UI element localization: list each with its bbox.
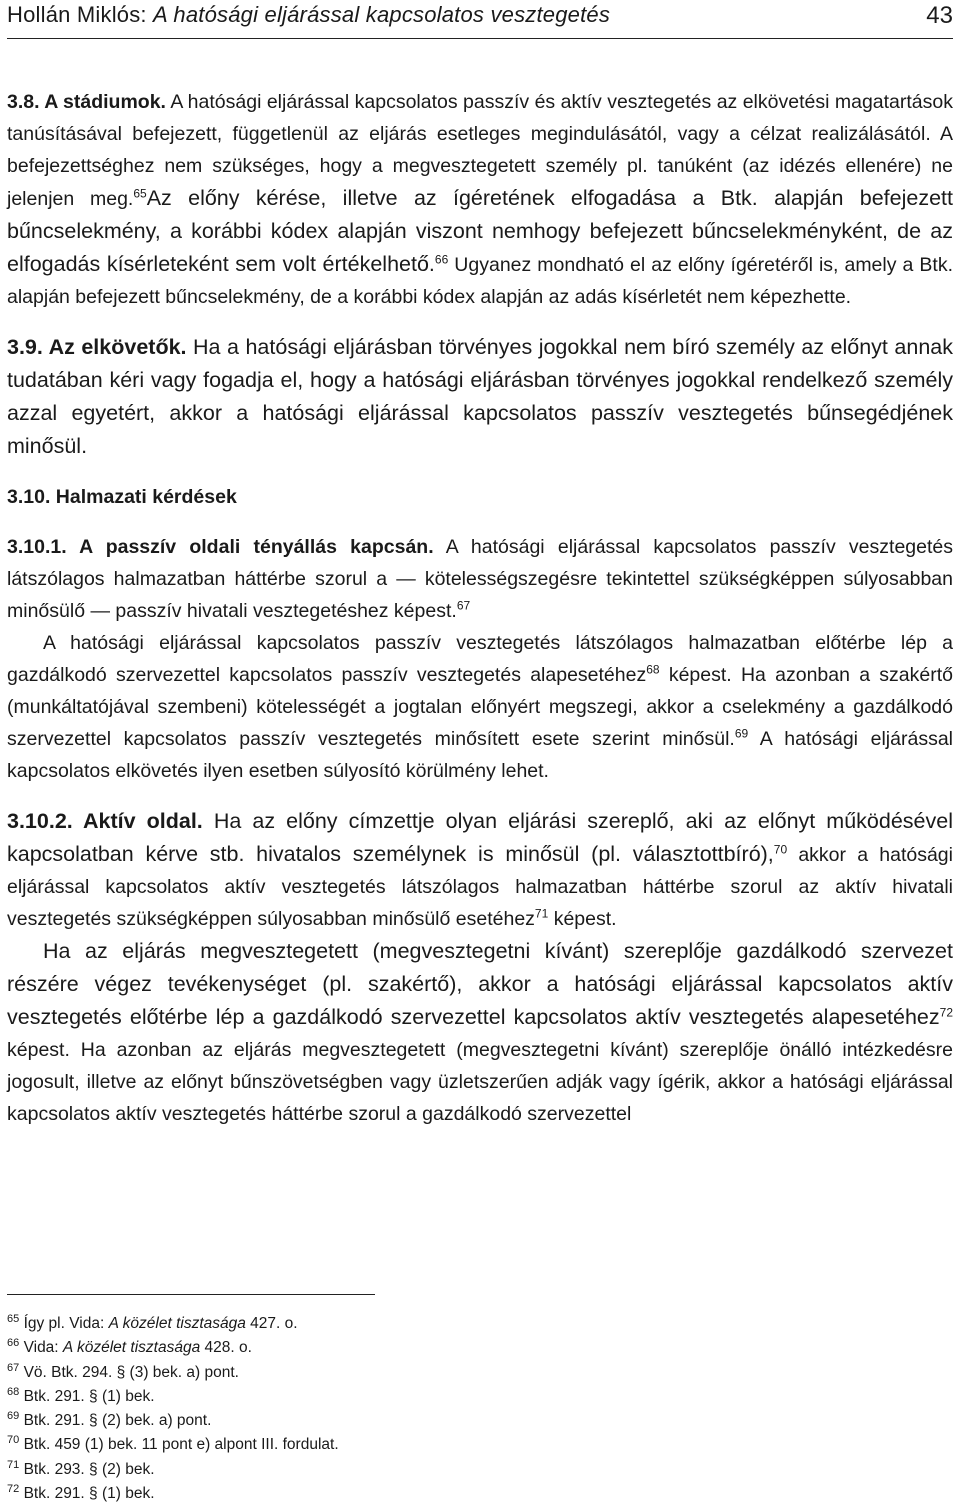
footnote-text: 428. o. [200, 1339, 252, 1357]
section-heading: 3.9. Az elkövetők. [7, 335, 187, 359]
footnote-number: 69 [7, 1410, 20, 1423]
paragraph-active-precedence [7, 935, 953, 1130]
footnote-item [7, 1482, 947, 1506]
paragraph-text: képest. Ha azonban az eljárás megvesztegetett (megvesztegetni kívánt) szereplője önálló intézkedésre jogosult, illetve az előnyt bűnszövetségben vagy üzletszerűen adják vagy ígérik, akkor a hatósági eljárással kapcsolatos aktív vesztegetés háttérbe szorul a gazdálkodó szervezettel [7, 1039, 953, 1125]
footnote-number: 65 [7, 1312, 20, 1325]
document-body [7, 86, 953, 1130]
footnote-text: Vö. Btk. 294. § (3) bek. a) pont. [23, 1363, 239, 1381]
paragraph-text: Ha a hatósági eljárásban törvényes jogokkal nem bíró személy az előnyt annak tudatában kéri vagy fogadja el, hogy a hatósági eljárásban törvényes jogokkal rendelkező személy azzal egyetért, akkor a hatósági eljárással kapcsolatos passzív vesztegetés bűnsegédjének minősül. [7, 335, 953, 458]
footnote-number: 72 [7, 1482, 20, 1495]
footnote-ref[interactable]: 72 [939, 1005, 953, 1020]
paragraph-passive-side [7, 531, 953, 627]
footnote-ref[interactable]: 70 [773, 842, 788, 857]
footnote-text: 427. o. [245, 1315, 298, 1332]
footnotes-list [7, 1312, 947, 1506]
footnote-number: 68 [7, 1385, 20, 1398]
footnote-number: 70 [7, 1434, 20, 1447]
paragraph-text: A hatósági eljárással kapcsolatos passzív vesztegetés látszólagos halmazatban háttérbe szorul a — kötelességszegésre tekintettel szükségképpen súlyosabban minősülő — passzív hivatali vesztegetéshez képest. [7, 536, 953, 622]
section-heading: 3.10.2. Aktív oldal. [7, 809, 203, 833]
footnote-text: Btk. 291. § (1) bek. [23, 1387, 155, 1405]
footnote-item [7, 1409, 947, 1433]
footnote-ref[interactable]: 68 [646, 662, 660, 677]
header-author: Hollán Miklós: [7, 2, 154, 27]
footnote-ref[interactable]: 67 [456, 598, 471, 613]
paragraph-text: Ugyanez mondható el az előny ígéretéről is, amely a Btk. alapján befejezett bűncselekmény, de a korábbi kódex alapján az adás kísérletét nem képezhette. [7, 254, 953, 308]
paragraph-perpetrators [7, 331, 953, 463]
paragraph-text: Ha az előny címzettje olyan eljárási szereplő, aki az előnyt működésével kapcsolatban kérve stb. hivatalos személynek is minősül (pl. választottbíró), [7, 809, 953, 866]
footnote-item [7, 1361, 947, 1385]
paragraph-text: képest. Ha azonban a szakértő (munkáltatójával szembeni) kötelességét a jogtalan előnyért megszegi, akkor a cselekmény a gazdálkodó szervezettel kapcsolatos passzív vesztegetés minősített esete szerint minősül. [7, 664, 954, 750]
header-title [7, 2, 610, 28]
footnote-italic: A közélet tisztasága [62, 1339, 201, 1357]
footnote-ref[interactable]: 66 [434, 252, 449, 267]
footnote-text: Btk. 291. § (2) bek. a) pont. [23, 1412, 212, 1430]
footnote-item [7, 1458, 947, 1482]
footnote-italic: A közélet tisztasága [108, 1315, 246, 1332]
footnote-text: Btk. 293. § (2) bek. [23, 1460, 155, 1478]
page-number: 43 [926, 2, 953, 29]
footnote-number: 71 [7, 1458, 20, 1471]
footnote-ref[interactable]: 69 [734, 726, 749, 741]
paragraph-stages [7, 86, 953, 313]
footnote-text: Vida: [23, 1339, 63, 1357]
footnote-ref[interactable]: 65 [133, 186, 147, 201]
footnote-item [7, 1312, 947, 1336]
paragraph-passive-precedence [7, 627, 953, 787]
footnote-number: 67 [7, 1361, 20, 1374]
paragraph-active-side [7, 805, 953, 935]
paragraph-text: képest. [548, 908, 617, 930]
paragraph-text: Ha az eljárás megvesztegetett (megvesztegetni kívánt) szereplője gazdálkodó szervezet részére végez tevékenységet (pl. szakértő), akkor a hatósági eljárással kapcsolatos aktív vesztegetés előtérbe lép a gazdálkodó szervezettel kapcsolatos aktív vesztegetés alapesetéhez [7, 939, 953, 1029]
paragraph-text: A hatósági eljárással kapcsolatos passzív vesztegetés látszólagos halmazatban előtérbe lép a gazdálkodó szervezettel kapcsolatos passzív vesztegetés alapesetéhez [7, 632, 953, 686]
footnote-separator [7, 1294, 375, 1295]
paragraph-text: akkor a hatósági eljárással kapcsolatos aktív vesztegetés látszólagos halmazatban háttérbe szorul az aktív hivatali vesztegetés szükségképpen súlyosabban minősülő esetéhez [7, 844, 953, 930]
paragraph-text: A hatósági eljárással kapcsolatos passzív és aktív vesztegetés az elkövetési magatartások tanúsításával befejezett, függetlenül az eljárás esetleges megindulásától, vagy a célzat realizálásától. A befejezettséghez nem szükséges, hogy a megvesztegetett személy pl. tanúként (az idézés ellenére) ne jelenjen meg. [7, 91, 954, 210]
footnote-item [7, 1385, 947, 1409]
section-heading: 3.8. A stádiumok. [7, 91, 166, 113]
footnote-ref[interactable]: 71 [534, 906, 549, 921]
section-heading: 3.10.1. A passzív oldali tényállás kapcsán. [7, 536, 434, 558]
footnote-item [7, 1433, 947, 1457]
footnote-text: Így pl. Vida: [23, 1315, 109, 1332]
paragraph-text: Az előny kérése, illetve az ígéretének elfogadása a Btk. alapján befejezett bűncselekmény, a korábbi kódex alapján viszont nemhogy befejezett bűncselekményként, de az elfogadás kísérleteként sem volt értékelhető. [7, 186, 953, 276]
footnote-text: Btk. 291. § (1) bek. [23, 1485, 155, 1503]
footnote-text: Btk. 459 (1) bek. 11 pont e) alpont III. fordulat. [23, 1436, 339, 1454]
footnote-number: 66 [7, 1337, 20, 1350]
header-title-italic: A hatósági eljárással kapcsolatos vesztegetés [153, 2, 611, 27]
footnote-item [7, 1336, 947, 1360]
paragraph-text: A hatósági eljárással kapcsolatos elkövetés ilyen esetben súlyosító körülmény lehet. [7, 728, 954, 782]
running-header [7, 0, 953, 39]
section-heading: 3.10. Halmazati kérdések [7, 486, 237, 508]
